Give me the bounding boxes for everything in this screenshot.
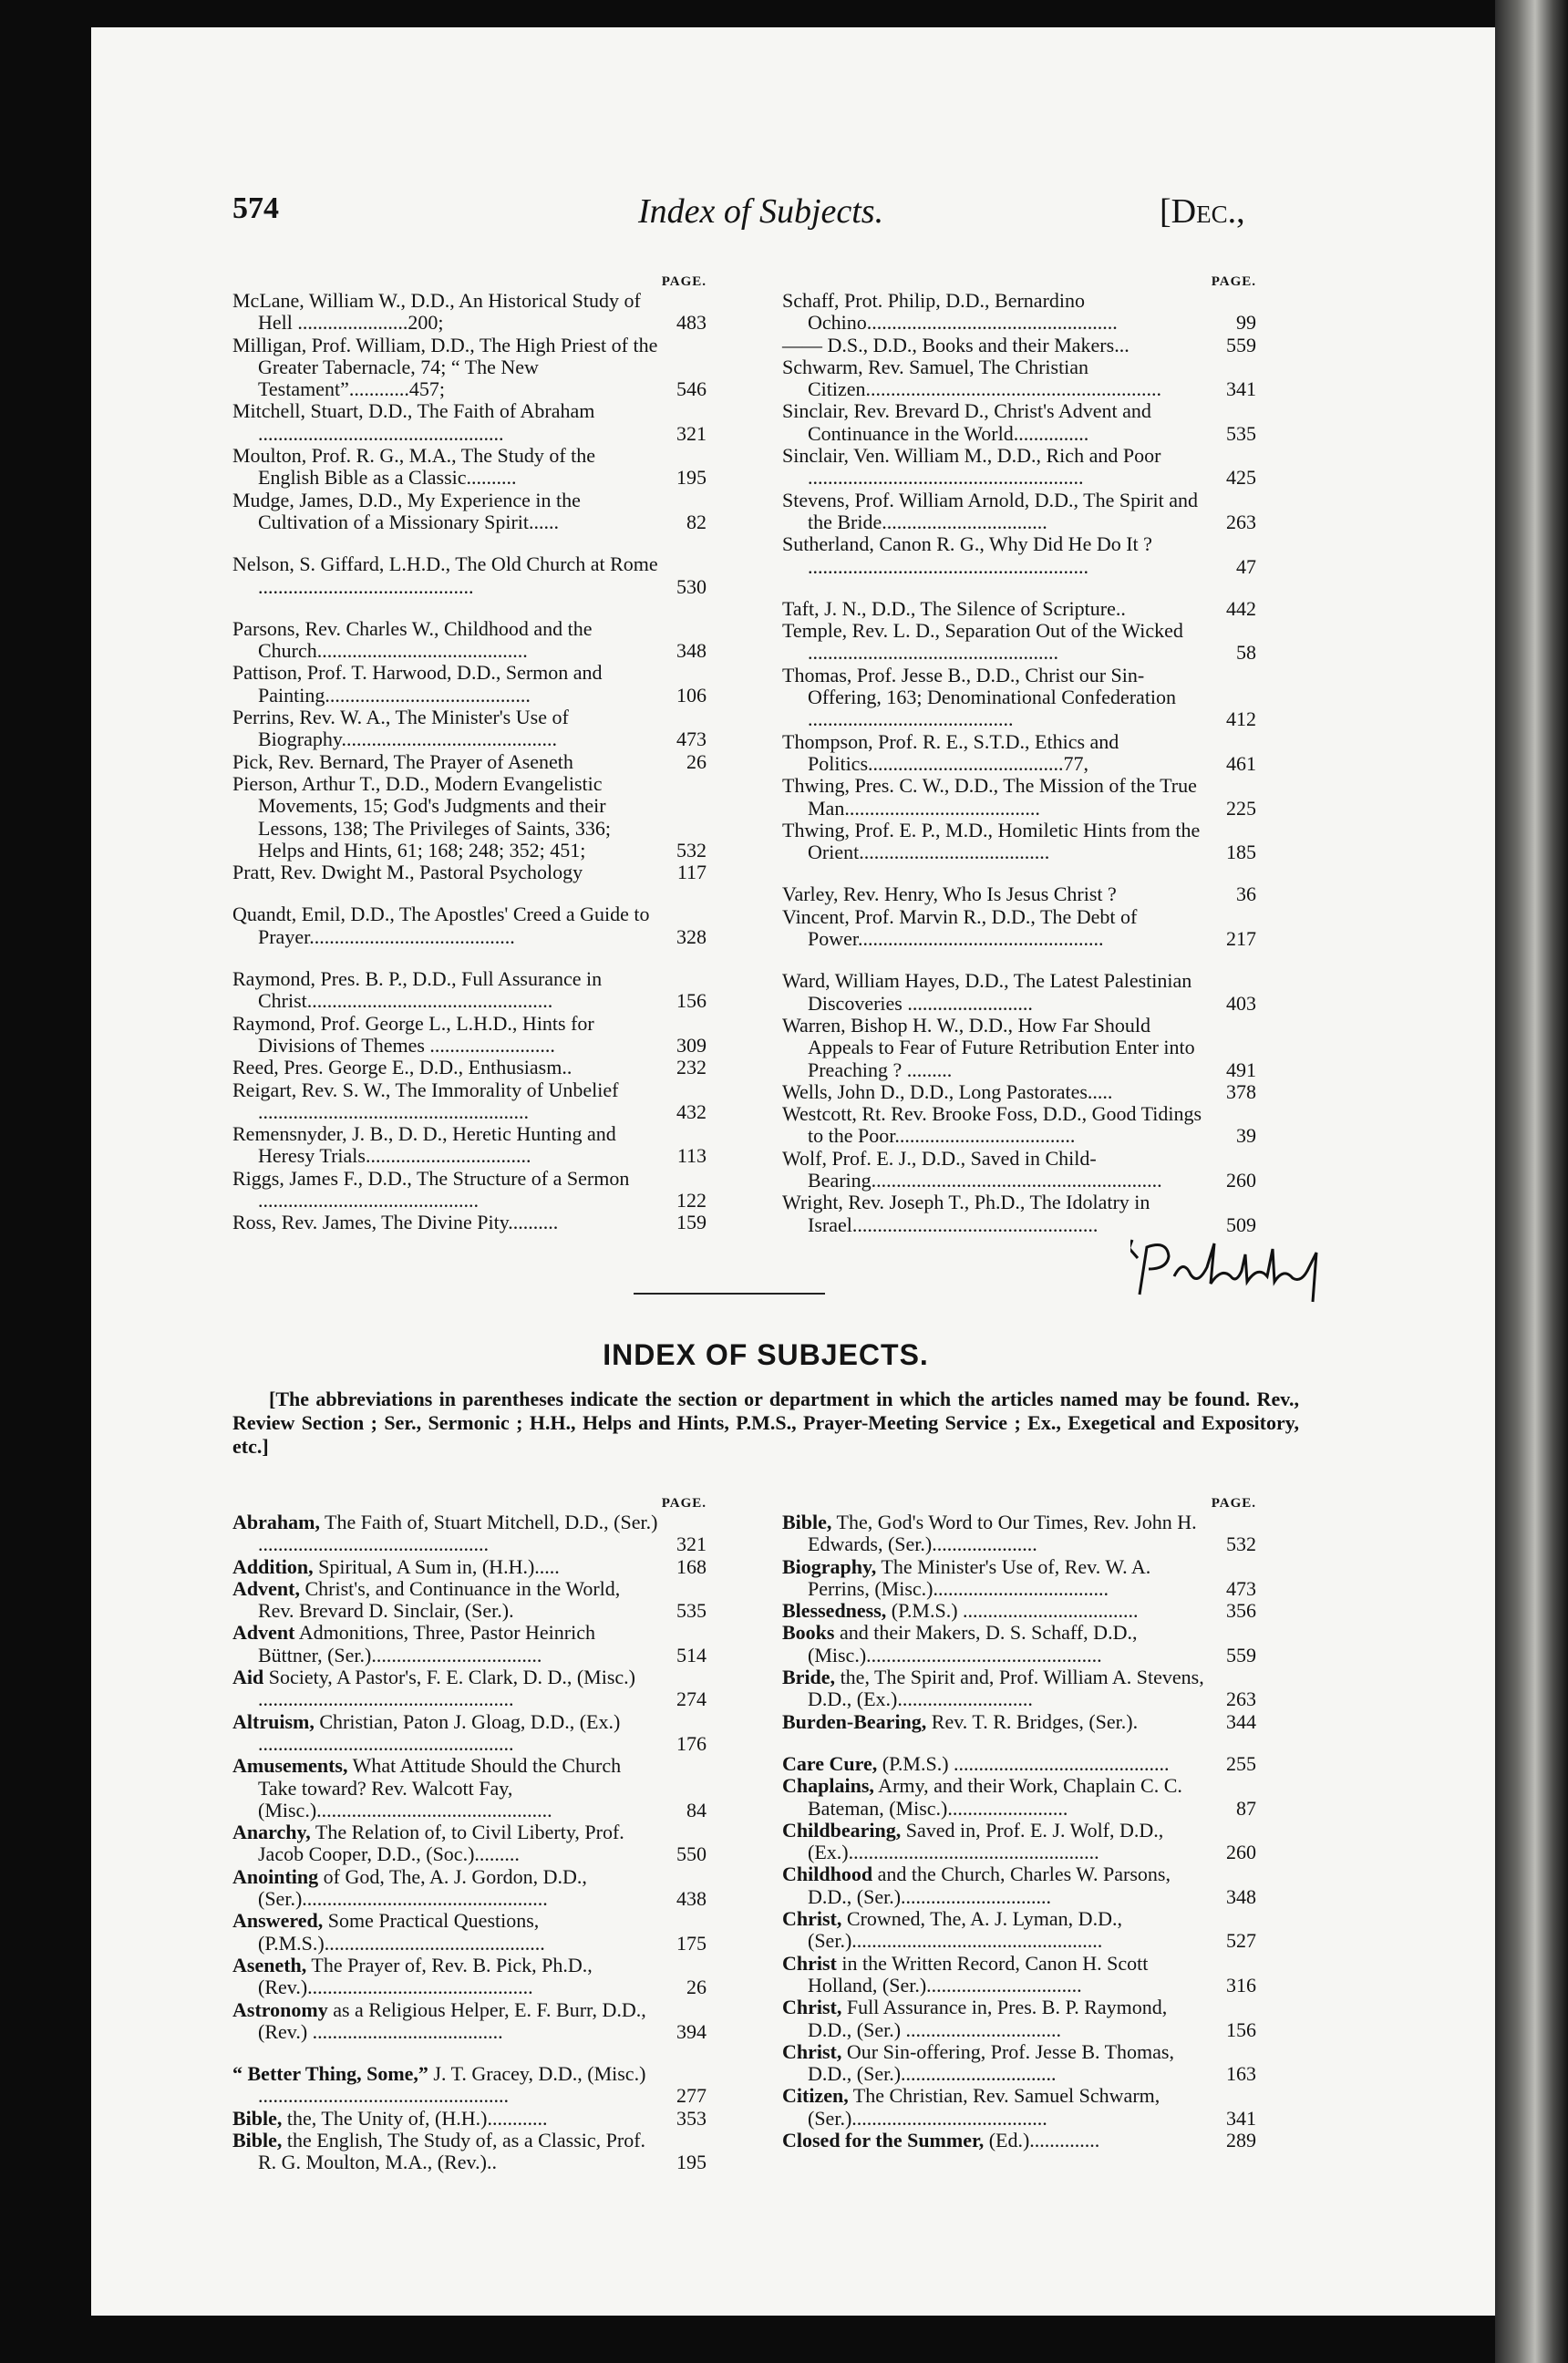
index-entry [782, 1015, 1256, 1081]
index-entry [782, 2130, 1256, 2151]
index-entry [232, 903, 707, 948]
entry-page-number: 530 [676, 574, 707, 598]
entry-text: Thomas, Prof. Jesse B., D.D., Christ our Sin-Offering, 163; Denominational Confederation ......................................... [782, 663, 1177, 731]
index-entry [232, 1079, 707, 1124]
index-entry [782, 775, 1256, 820]
entry-page-number: 168 [676, 1554, 707, 1578]
entry-page-number: 156 [676, 989, 707, 1013]
index-entry [232, 862, 707, 883]
entry-text: Mudge, James, D.D., My Experience in the Cultivation of a Missionary Spirit...... [232, 488, 581, 533]
entry-text: Reigart, Rev. S. W., The Immorality of Unbelief ...................................................... [232, 1078, 619, 1123]
entry-text: Sinclair, Ven. William M., D.D., Rich and Poor ....................................................... [782, 444, 1161, 490]
index-entry [232, 1910, 707, 1955]
index-entry [782, 598, 1256, 620]
entry-text: Army, and their Work, Chaplain C. C. Bateman, (Misc.)........................ [808, 1774, 1182, 1820]
entry-page-number: 195 [676, 466, 707, 490]
entry-text: the, The Spirit and, Prof. William A. Stevens, D.D., (Ex.)........................... [808, 1666, 1204, 1711]
entry-heading: Burden-Bearing, [782, 1709, 927, 1733]
entry-heading: Christ [782, 1951, 837, 1975]
entry-text: as a Religious Helper, E. F. Burr, D.D., (Rev.) ...................................... [258, 1997, 646, 2043]
index-entry [232, 662, 707, 707]
entry-page-number: 217 [1226, 927, 1256, 951]
entry-text: Pierson, Arthur T., D.D., Modern Evangelistic Movements, 15; God's Judgments and their Lessons, 138; The Privileges of Saints, 336; Helps and Hints, 61; 168; 248; 352; 451; [232, 771, 612, 862]
entry-page-number: 509 [1226, 1212, 1256, 1236]
section-divider [634, 1293, 825, 1295]
index-entry [232, 968, 707, 1013]
index-entry [782, 356, 1256, 401]
entry-page-number: 559 [1226, 333, 1256, 356]
running-title: Index of Subjects. [638, 192, 884, 231]
entry-text: The Prayer of, Rev. B. Pick, Ph.D., (Rev.)............................................. [258, 1953, 593, 1999]
section-note: [The abbreviations in parentheses indicate the section or department in which the articles named may be found. Rev., Review Section ; Ser., Sermonic ; H.H., Helps and Hints, P.M.S., Prayer-Meeting Service ; Ex., Exegetical and Expository, etc.] [232, 1388, 1299, 1458]
entry-text: Our Sin-offering, Prof. Jesse B. Thomas, D.D., (Ser.)............................... [808, 2039, 1174, 2086]
index-entry [232, 1666, 707, 1711]
entry-heading: Answered, [232, 1909, 324, 1933]
entry-text: Quandt, Emil, D.D., The Apostles' Creed a Guide to Prayer......................................... [232, 903, 650, 948]
entry-page-number: 412 [1226, 707, 1256, 731]
entry-text: Pratt, Rev. Dwight M., Pastoral Psychology [232, 861, 583, 884]
page-label: PAGE. [1211, 1496, 1256, 1511]
index-entry [782, 1666, 1256, 1711]
entry-page-number: 176 [676, 1731, 707, 1755]
index-entry [782, 1148, 1256, 1192]
index-entry [782, 1103, 1256, 1148]
index-entry [232, 290, 707, 335]
index-entry [782, 2085, 1256, 2130]
entry-page-number: 378 [1226, 1079, 1256, 1103]
entry-page-number: 113 [676, 1144, 707, 1168]
entry-page-number: 277 [676, 2084, 707, 2108]
entry-page-number: 156 [1226, 2017, 1256, 2041]
entry-page-number: 532 [676, 838, 707, 862]
entry-text: J. T. Gracey, D.D., (Misc.) .................................................. [258, 2062, 646, 2108]
entry-page-number: 473 [1226, 1576, 1256, 1600]
entry-text: The, God's Word to Our Times, Rev. John H. Edwards, (Ser.)..................... [808, 1511, 1197, 1556]
index-entry [782, 1622, 1256, 1666]
page-label: PAGE. [661, 274, 707, 289]
page-label: PAGE. [661, 1496, 707, 1511]
index-entry [232, 1123, 707, 1168]
entry-text: Wells, John D., D.D., Long Pastorates..... [782, 1079, 1113, 1103]
entry-heading: Bride, [782, 1666, 836, 1689]
entry-text: Thwing, Prof. E. P., M.D., Homiletic Hints from the Orient...................................... [782, 818, 1201, 864]
entry-page-number: 225 [1226, 796, 1256, 820]
entry-text: and the Church, Charles W. Parsons, D.D., (Ser.).............................. [808, 1863, 1171, 1908]
entry-page-number: 341 [1226, 2106, 1256, 2130]
index-entry [782, 490, 1256, 534]
index-entry [782, 1908, 1256, 1953]
entry-heading: Blessedness, [782, 1599, 887, 1623]
entry-text: Schwarm, Rev. Samuel, The Christian Citizen........................................................... [782, 355, 1162, 401]
entry-page-number: 527 [1226, 1929, 1256, 1953]
entry-page-number: 255 [1226, 1751, 1256, 1775]
entry-page-number: 117 [676, 861, 707, 884]
index-entry [232, 2130, 707, 2174]
entry-page-number: 491 [1226, 1058, 1256, 1081]
index-entry [782, 290, 1256, 335]
entry-page-number: 36 [1236, 882, 1256, 906]
entry-text: Wolf, Prof. E. J., D.D., Saved in Child-Bearing.......................................................... [782, 1146, 1162, 1192]
entry-text: Reed, Pres. George E., D.D., Enthusiasm.. [232, 1056, 573, 1079]
entry-page-number: 163 [1226, 2062, 1256, 2086]
running-month: [Dec., [1160, 192, 1245, 231]
entry-gap [232, 883, 707, 903]
entry-heading: Astronomy [232, 1997, 328, 2021]
index-entry [782, 2041, 1256, 2086]
entry-text: and their Makers, D. S. Schaff, D.D., (Misc.)............................................... [808, 1621, 1138, 1666]
entry-text: The Relation of, to Civil Liberty, Prof. Jacob Cooper, D.D., (Soc.)......... [258, 1821, 624, 1866]
index-entry [232, 1821, 707, 1866]
index-entry [782, 970, 1256, 1015]
index-entry [232, 1622, 707, 1666]
entry-page-number: 232 [676, 1056, 707, 1079]
index-entry [782, 1556, 1256, 1601]
entry-page-number: 260 [1226, 1841, 1256, 1864]
entry-page-number: 84 [686, 1798, 707, 1821]
index-entry [232, 2108, 707, 2130]
entry-gap [232, 598, 707, 618]
entry-page-number: 514 [676, 1643, 707, 1666]
entry-gap [782, 578, 1256, 598]
index-entry [782, 820, 1256, 864]
index-entry [232, 1168, 707, 1212]
entry-page-number: 532 [1226, 1532, 1256, 1556]
entry-text: (Ed.).............. [984, 2129, 1100, 2152]
entry-text: Rev. T. R. Bridges, (Ser.). [926, 1709, 1139, 1733]
entry-page-number: 546 [676, 377, 707, 401]
index-entry [782, 665, 1256, 731]
entry-page-number: 47 [1236, 554, 1256, 578]
entry-page-number: 442 [1226, 596, 1256, 620]
entry-text: Sinclair, Rev. Brevard D., Christ's Advent and Continuance in the World............... [782, 399, 1151, 445]
entry-heading: Closed for the Summer, [782, 2129, 985, 2152]
entry-page-number: 82 [686, 510, 707, 533]
entry-page-number: 26 [686, 749, 707, 773]
entry-heading: Bible, [782, 1511, 832, 1533]
entry-gap [232, 948, 707, 968]
entry-page-number: 550 [676, 1842, 707, 1866]
entry-heading: Anointing [232, 1864, 319, 1888]
entry-heading: Bible, [232, 2106, 283, 2130]
entry-text: in the Written Record, Canon H. Scott Holland, (Ser.)............................... [808, 1951, 1149, 1997]
entry-text: Wright, Rev. Joseph T., Ph.D., The Idolatry in Israel................................................. [782, 1191, 1150, 1236]
entry-heading: Care Cure, [782, 1751, 878, 1775]
entry-gap [232, 2043, 707, 2063]
index-entry [782, 1512, 1256, 1556]
entry-page-number: 394 [676, 2019, 707, 2043]
entry-text: the English, The Study of, as a Classic, Prof. R. G. Moulton, M.A., (Rev.).. [258, 2129, 646, 2174]
index-entry [782, 1820, 1256, 1864]
index-entry [782, 1997, 1256, 2041]
entry-text: Schaff, Prot. Philip, D.D., Bernardino Ochino.................................................. [782, 289, 1118, 335]
entry-page-number: 26 [686, 1976, 707, 1999]
entry-text: Admonitions, Three, Pastor Heinrich Büttner, (Ser.).................................. [258, 1621, 596, 1666]
entry-heading: Amusements, [232, 1754, 348, 1778]
entry-text: the, The Unity of, (H.H.)............ [282, 2106, 548, 2130]
index-entry [232, 553, 707, 598]
entry-text: (P.M.S.) ................................... [886, 1599, 1139, 1623]
entry-page-number: 260 [1226, 1168, 1256, 1192]
entry-page-number: 87 [1236, 1796, 1256, 1820]
index-entry [232, 1013, 707, 1058]
entry-text: Riggs, James F., D.D., The Structure of a Sermon ............................................ [232, 1166, 630, 1212]
entry-page-number: 356 [1226, 1599, 1256, 1623]
entry-page-number: 353 [676, 2106, 707, 2130]
index-entry [232, 1578, 707, 1623]
entry-text: (P.M.S.) ........................................... [877, 1751, 1170, 1775]
entry-heading: Childhood [782, 1863, 873, 1886]
entry-heading: Advent, [232, 1576, 300, 1600]
entry-page-number: 403 [1226, 991, 1256, 1015]
index-entry [232, 1755, 707, 1821]
index-entry [782, 1775, 1256, 1820]
entry-text: Ward, William Hayes, D.D., The Latest Palestinian Discoveries ......................... [782, 969, 1192, 1015]
entry-text: What Attitude Should the Church Take toward? Rev. Walcott Fay, (Misc.)............................................... [258, 1754, 622, 1821]
entry-page-number: 473 [676, 727, 707, 751]
index-entry [232, 707, 707, 751]
entry-gap [782, 863, 1256, 883]
entry-page-number: 106 [676, 683, 707, 707]
entry-page-number: 195 [676, 2151, 707, 2174]
entry-gap [232, 533, 707, 553]
index-entry [782, 1600, 1256, 1622]
entry-text: Crowned, The, A. J. Lyman, D.D., (Ser.).................................................. [808, 1907, 1122, 1953]
entry-text: Stevens, Prof. William Arnold, D.D., The Spirit and the Bride................................. [782, 488, 1198, 533]
entry-page-number: 483 [676, 311, 707, 335]
entry-heading: Advent [232, 1621, 295, 1645]
entry-text: Moulton, Prof. R. G., M.A., The Study of the English Bible as a Classic.......... [232, 444, 596, 490]
entry-page-number: 58 [1236, 641, 1256, 665]
subjects-column-left [232, 1495, 707, 2174]
subjects-column-right [782, 1495, 1256, 2151]
entry-text: Westcott, Rt. Rev. Brooke Foss, D.D., Good Tidings to the Poor.................................... [782, 1102, 1202, 1148]
entry-text: Thwing, Pres. C. W., D.D., The Mission of the True Man....................................... [782, 774, 1197, 820]
entry-heading: Chaplains, [782, 1774, 874, 1798]
entry-text: Raymond, Pres. B. P., D.D., Full Assurance in Christ................................................. [232, 967, 603, 1013]
entry-page-number: 461 [1226, 751, 1256, 775]
entry-text: Pattison, Prof. T. Harwood, D.D., Sermon and Painting......................................... [232, 661, 603, 707]
index-entry [782, 620, 1256, 665]
entry-text: Warren, Bishop H. W., D.D., How Far Should Appeals to Fear of Future Retribution Enter into Preaching ? ......... [782, 1013, 1195, 1081]
index-entry [232, 1711, 707, 1756]
index-entry [232, 751, 707, 773]
index-entry [232, 1999, 707, 2044]
index-entry [782, 883, 1256, 905]
entry-heading: Books [782, 1621, 835, 1645]
section-title: INDEX OF SUBJECTS. [603, 1338, 929, 1371]
index-entry [782, 1863, 1256, 1908]
entry-text: Nelson, S. Giffard, L.H.D., The Old Church at Rome ........................................... [232, 552, 658, 598]
entry-page-number: 39 [1236, 1124, 1256, 1148]
entry-page-number: 122 [676, 1188, 707, 1212]
entry-heading: Christ, [782, 1907, 842, 1931]
entry-heading: Christ, [782, 1996, 842, 2019]
entry-gap [782, 950, 1256, 970]
entry-heading: Addition, [232, 1554, 314, 1578]
entry-text: The Faith of, Stuart Mitchell, D.D., (Ser.) .............................................. [258, 1511, 658, 1556]
index-entry [232, 1512, 707, 1556]
entry-page-number: 309 [676, 1033, 707, 1057]
entry-text: The Minister's Use of, Rev. W. A. Perrins, (Misc.)................................... [808, 1554, 1151, 1600]
index-entry [232, 335, 707, 401]
entry-page-number: 175 [676, 1931, 707, 1955]
index-entry [232, 400, 707, 445]
entry-page-number: 316 [1226, 1973, 1256, 1997]
entry-text: Vincent, Prof. Marvin R., D.D., The Debt of Power................................................. [782, 904, 1138, 951]
index-entry [782, 1953, 1256, 1997]
entry-heading: Aid [232, 1666, 264, 1689]
entry-text: Full Assurance in, Pres. B. P. Raymond, D.D., (Ser.) ............................... [808, 1996, 1168, 2041]
entry-heading: “ Better Thing, Some,” [232, 2062, 428, 2086]
entry-text: Ross, Rev. James, The Divine Pity.......... [232, 1211, 559, 1234]
entry-page-number: 344 [1226, 1709, 1256, 1733]
book-gutter [1495, 0, 1568, 2363]
index-entry [232, 618, 707, 663]
index-entry [232, 773, 707, 862]
entry-page-number: 274 [676, 1687, 707, 1711]
entry-heading: Bible, [232, 2129, 283, 2152]
entry-page-number: 535 [676, 1599, 707, 1623]
entry-text: Taft, J. N., D.D., The Silence of Scripture.. [782, 596, 1126, 620]
index-entry [782, 906, 1256, 951]
entry-page-number: 289 [1226, 2129, 1256, 2152]
entry-heading: Anarchy, [232, 1821, 311, 1844]
index-entry [782, 400, 1256, 445]
entry-page-number: 263 [1226, 1687, 1256, 1711]
index-entry [232, 445, 707, 490]
index-entry [782, 533, 1256, 578]
entry-text: Some Practical Questions, (P.M.S.)............................................ [258, 1909, 545, 1955]
entry-page-number: 559 [1226, 1643, 1256, 1666]
entry-heading: Altruism, [232, 1709, 315, 1733]
entry-text: —— D.S., D.D., Books and their Makers... [782, 333, 1130, 356]
entry-text: Society, A Pastor's, F. E. Clark, D. D., (Misc.) ................................................... [258, 1666, 636, 1711]
entry-page-number: 185 [1226, 841, 1256, 864]
entry-page-number: 321 [676, 1532, 707, 1556]
entry-page-number: 99 [1236, 311, 1256, 335]
index-entry [232, 1866, 707, 1911]
entry-heading: Christ, [782, 2039, 842, 2063]
entry-text: The Christian, Rev. Samuel Schwarm, (Ser.)....................................... [808, 2084, 1161, 2130]
index-entry [782, 335, 1256, 356]
entry-text: Milligan, Prof. William, D.D., The High Priest of the Greater Tabernacle, 74; “ The New Testament”............457; [232, 333, 658, 401]
entry-text: Remensnyder, J. B., D. D., Heretic Hunting and Heresy Trials................................. [232, 1122, 616, 1168]
entry-page-number: 263 [1226, 510, 1256, 533]
entry-text: Christ's, and Continuance in the World, Rev. Brevard D. Sinclair, (Ser.). [258, 1576, 621, 1623]
entry-text: Saved in, Prof. E. J. Wolf, D.D., (Ex.).................................................. [808, 1818, 1164, 1864]
entry-text: Mitchell, Stuart, D.D., The Faith of Abraham ................................................. [232, 399, 595, 445]
handwritten-signature [1130, 1231, 1340, 1304]
index-entry [232, 2063, 707, 2108]
entry-gap [782, 1733, 1256, 1753]
index-entry [232, 1556, 707, 1578]
page-label: PAGE. [1211, 274, 1256, 289]
entry-page-number: 348 [676, 639, 707, 663]
entry-text: Spiritual, A Sum in, (H.H.)..... [313, 1554, 560, 1578]
index-entry [232, 490, 707, 534]
index-entry [782, 1753, 1256, 1775]
authors-column-left [232, 273, 707, 1234]
entry-page-number: 328 [676, 924, 707, 948]
index-entry [782, 731, 1256, 776]
entry-heading: Childbearing, [782, 1818, 902, 1842]
entry-heading: Citizen, [782, 2084, 849, 2108]
entry-text: Sutherland, Canon R. G., Why Did He Do It ? ........................................................ [782, 532, 1152, 578]
entry-text: Raymond, Prof. George L., L.H.D., Hints for Divisions of Themes ......................... [232, 1011, 594, 1057]
index-entry [232, 1057, 707, 1078]
entry-page-number: 341 [1226, 377, 1256, 401]
entry-heading: Biography, [782, 1554, 877, 1578]
index-entry [232, 1212, 707, 1233]
page-number: 574 [232, 191, 279, 225]
entry-text: Varley, Rev. Henry, Who Is Jesus Christ ? [782, 882, 1117, 906]
entry-heading: Aseneth, [232, 1953, 307, 1976]
entry-page-number: 321 [676, 421, 707, 445]
entry-page-number: 438 [676, 1887, 707, 1911]
index-entry [782, 445, 1256, 490]
entry-text: Pick, Rev. Bernard, The Prayer of Aseneth [232, 749, 573, 773]
entry-page-number: 425 [1226, 466, 1256, 490]
entry-page-number: 159 [676, 1211, 707, 1234]
index-entry [782, 1081, 1256, 1103]
entry-text: of God, The, A. J. Gordon, D.D., (Ser.)................................................. [258, 1864, 587, 1911]
index-entry [232, 1955, 707, 1999]
index-entry [782, 1192, 1256, 1236]
entry-text: Thompson, Prof. R. E., S.T.D., Ethics and Politics.......................................77, [782, 729, 1119, 775]
entry-page-number: 535 [1226, 421, 1256, 445]
index-entry [782, 1711, 1256, 1733]
authors-column-right [782, 273, 1256, 1236]
entry-heading: Abraham, [232, 1511, 320, 1533]
entry-text: Parsons, Rev. Charles W., Childhood and the Church.......................................... [232, 616, 593, 663]
entry-text: Christian, Paton J. Gloag, D.D., (Ex.) ................................................... [258, 1709, 621, 1755]
entry-page-number: 348 [1226, 1884, 1256, 1908]
entry-page-number: 432 [676, 1099, 707, 1123]
entry-text: McLane, William W., D.D., An Historical Study of Hell ......................200; [232, 289, 641, 335]
entry-text: Temple, Rev. L. D., Separation Out of the Wicked .................................................. [782, 619, 1183, 665]
entry-text: Perrins, Rev. W. A., The Minister's Use of Biography........................................... [232, 706, 569, 751]
